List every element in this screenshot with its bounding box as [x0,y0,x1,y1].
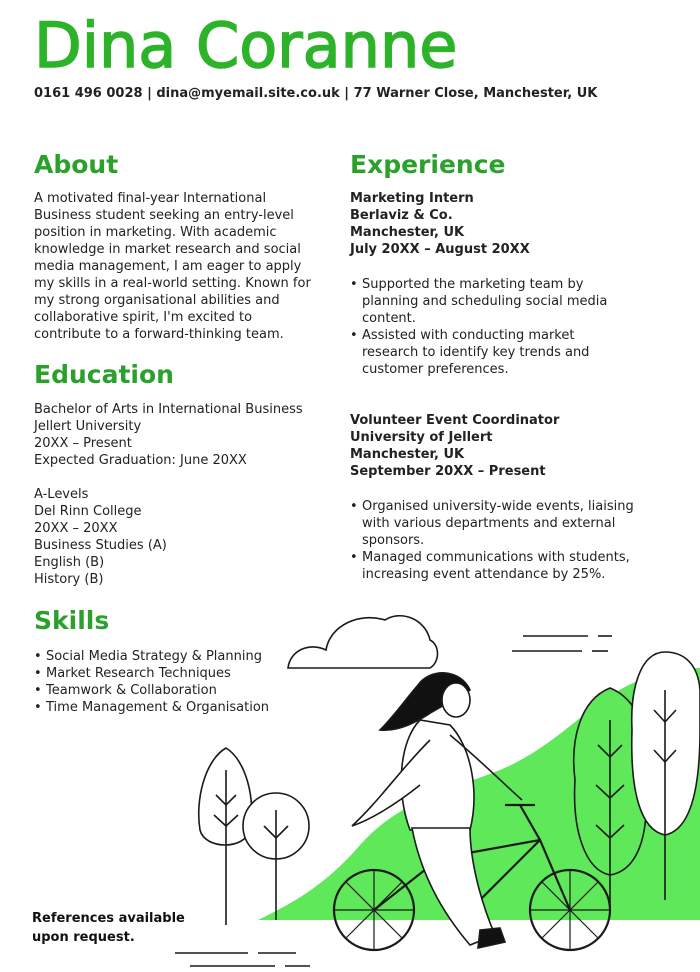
education-line: Business Studies (A) [34,538,167,553]
references-line: upon request. [32,930,135,945]
skill-item: • Market Research Techniques [34,665,294,682]
education-line: Expected Graduation: June 20XX [34,453,247,468]
education-line: 20XX – Present [34,436,132,451]
about-line: media management, I am eager to apply [34,259,302,274]
job-title: Volunteer Event Coordinator [350,413,560,428]
about-line: Business student seeking an entry-level [34,208,294,223]
references-note [32,909,185,947]
education-line: History (B) [34,572,104,587]
about-line: contribute to a forward-thinking team. [34,327,284,342]
bullet-line: • Organised university-wide events, liaising [362,499,634,514]
bullet-line: research to identify key trends and [362,345,590,360]
education-line: Del Rinn College [34,504,142,519]
bullet-line: • Supported the marketing team by [362,277,584,292]
job-title: Marketing Intern [350,191,474,206]
education-line: A-Levels [34,487,89,502]
cloud-icon [288,616,438,668]
contact-line: 0161 496 0028 | dina@myemail.site.co.uk | 77 Warner Close, Manchester, UK [34,86,598,101]
about-line: my strong organisational abilities and [34,293,280,308]
bullet-line: content. [362,311,416,326]
about-line: collaborative spirit, I'm excited to [34,310,253,325]
education-line: English (B) [34,555,105,570]
references-line: References available [32,911,185,926]
experience-heading: Experience [350,150,506,179]
job-dates: July 20XX – August 20XX [350,242,530,257]
about-line: position in marketing. With academic [34,225,277,240]
about-heading: About [34,150,119,179]
bullet-line: planning and scheduling social media [362,294,608,309]
education-heading: Education [34,360,174,389]
bullet-line: • Managed communications with students, [362,550,630,565]
job-location: Manchester, UK [350,447,465,462]
job-location: Manchester, UK [350,225,465,240]
job-company: Berlaviz & Co. [350,208,453,223]
bullet-line: sponsors. [362,533,425,548]
education-line: Jellert University [34,419,142,434]
about-line: A motivated final-year International [34,191,267,206]
candidate-name: Dina Coranne [34,9,458,82]
bullet-line: with various departments and external [362,516,616,531]
skills-heading: Skills [34,606,110,635]
skill-item: • Time Management & Organisation [34,699,294,716]
bullet-line: customer preferences. [362,362,509,377]
bullet-line: • Assisted with conducting market [362,328,575,343]
job-company: University of Jellert [350,430,493,445]
skill-item: • Social Media Strategy & Planning [34,648,294,665]
education-line: 20XX – 20XX [34,521,118,536]
education-line: Bachelor of Arts in International Business [34,402,303,417]
about-line: knowledge in market research and social [34,242,301,257]
skill-item: • Teamwork & Collaboration [34,682,294,699]
tree-icon [199,748,252,925]
job-dates: September 20XX – Present [350,464,546,479]
about-line: my skills in a real-world setting. Known for [34,276,311,291]
bullet-line: increasing event attendance by 25%. [362,567,606,582]
